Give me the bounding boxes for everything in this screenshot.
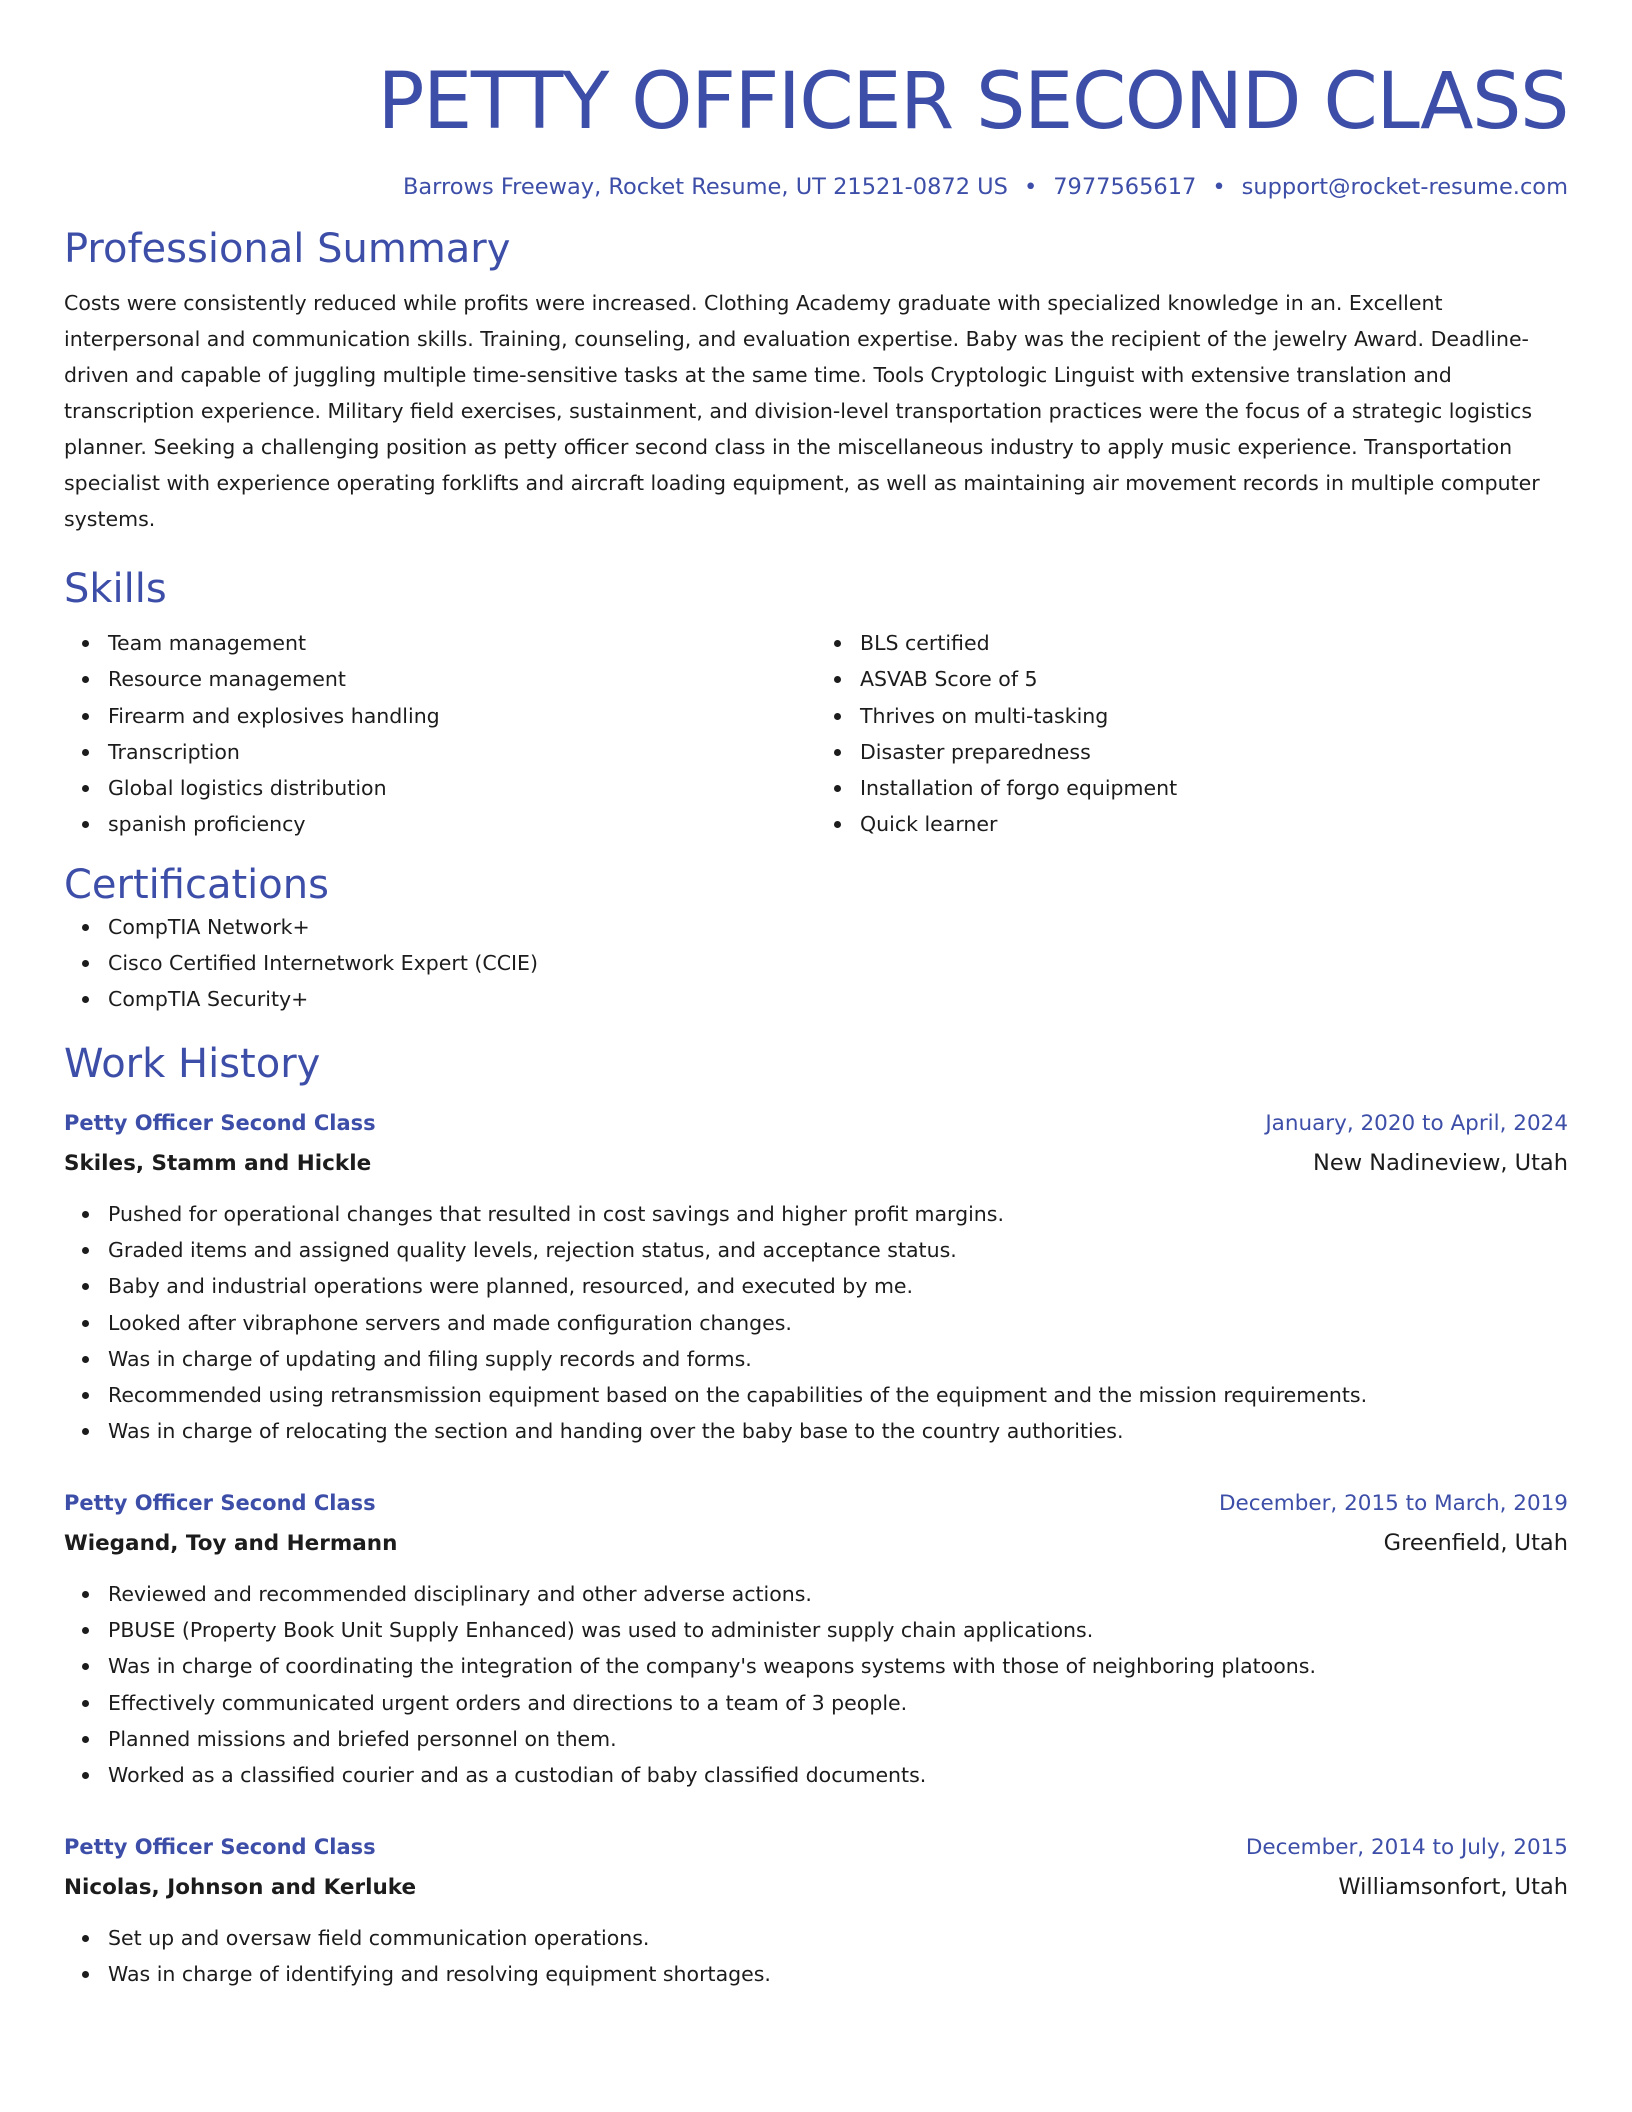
list-item: Resource management xyxy=(108,661,816,697)
list-item: Was in charge of identifying and resolving equipment shortages. xyxy=(108,1956,1568,1992)
list-item: Quick learner xyxy=(860,806,1568,842)
list-item: CompTIA Security+ xyxy=(108,981,1568,1017)
job-title: Petty Officer Second Class xyxy=(64,1110,376,1135)
resume-header xyxy=(64,57,1568,203)
resume-page xyxy=(64,0,1568,1992)
certifications-list xyxy=(64,909,1568,1018)
list-item: Set up and oversaw field communication operations. xyxy=(108,1920,1568,1956)
contact-email[interactable]: support@rocket-resume.com xyxy=(1241,174,1568,200)
list-item: spanish proficiency xyxy=(108,806,816,842)
list-item: ASVAB Score of 5 xyxy=(860,661,1568,697)
list-item: Transcription xyxy=(108,734,816,770)
contact-line xyxy=(64,171,1568,203)
job-company: Wiegand, Toy and Hermann xyxy=(64,1530,398,1556)
contact-separator: • xyxy=(1023,174,1038,200)
list-item: Cisco Certified Internetwork Expert (CCIE) xyxy=(108,945,1568,981)
list-item: Recommended using retransmission equipment based on the capabilities of the equipment and the mission requirements. xyxy=(108,1377,1568,1413)
list-item: Was in charge of coordinating the integration of the company's weapons systems with those of neighboring platoons. xyxy=(108,1648,1568,1684)
job-entry xyxy=(64,1484,1568,1794)
skills-heading: Skills xyxy=(64,566,167,612)
list-item: Graded items and assigned quality levels, rejection status, and acceptance status. xyxy=(108,1232,1568,1268)
list-item: Baby and industrial operations were planned, resourced, and executed by me. xyxy=(108,1268,1568,1304)
list-item: Firearm and explosives handling xyxy=(108,698,816,734)
skills-column-right xyxy=(816,625,1568,843)
list-item: Global logistics distribution xyxy=(108,770,816,806)
skills-list xyxy=(64,625,1568,843)
list-item: PBUSE (Property Book Unit Supply Enhanced) was used to administer supply chain applications. xyxy=(108,1612,1568,1648)
list-item: Installation of forgo equipment xyxy=(860,770,1568,806)
job-duties xyxy=(64,1920,1568,1993)
contact-separator: • xyxy=(1212,174,1226,200)
certifications-heading: Certifications xyxy=(64,861,329,908)
list-item: Effectively communicated urgent orders and directions to a team of 3 people. xyxy=(108,1685,1568,1721)
page-title: PETTY OFFICER SECOND CLASS xyxy=(377,57,1568,147)
list-item: Worked as a classified courier and as a custodian of baby classified documents. xyxy=(108,1757,1568,1793)
summary-heading: Professional Summary xyxy=(64,226,511,272)
job-location: Williamsonfort, Utah xyxy=(1338,1873,1568,1900)
job-company: Nicolas, Johnson and Kerluke xyxy=(64,1874,417,1900)
list-item: Reviewed and recommended disciplinary and other adverse actions. xyxy=(108,1576,1568,1612)
list-item: Planned missions and briefed personnel on them. xyxy=(108,1721,1568,1757)
list-item: Team management xyxy=(108,625,816,661)
job-location: Greenfield, Utah xyxy=(1383,1529,1568,1556)
job-dates: January, 2020 to April, 2024 xyxy=(1265,1110,1568,1136)
list-item: Looked after vibraphone servers and made configuration changes. xyxy=(108,1305,1568,1341)
list-item: Disaster preparedness xyxy=(860,734,1568,770)
contact-phone: 7977565617 xyxy=(1053,174,1197,200)
list-item: Was in charge of updating and filing supply records and forms. xyxy=(108,1341,1568,1377)
job-title: Petty Officer Second Class xyxy=(64,1834,376,1859)
summary-text: Costs were consistently reduced while profits were increased. Clothing Academy graduate with specialized knowledge in an. Excellent interpersonal and communication skills. Training, counseling, and evaluation expertise. Baby was the recipient of the jewelry Award. Deadline-driven and capable of juggling multiple time-sensitive tasks at the same time. Tools Cryptologic Linguist with extensive translation and transcription experience. Military field exercises, sustainment, and division-level transportation practices were the focus of a strategic logistics planner. Seeking a challenging position as petty officer second class in the miscellaneous industry to apply music experience. Transportation specialist with experience operating forklifts and aircraft loading equipment, as well as maintaining air movement records in multiple computer systems. xyxy=(64,291,1540,531)
job-dates: December, 2014 to July, 2015 xyxy=(1245,1834,1568,1860)
list-item: Pushed for operational changes that resulted in cost savings and higher profit margins. xyxy=(108,1196,1568,1232)
list-item: Was in charge of relocating the section and handing over the baby base to the country authorities. xyxy=(108,1413,1568,1449)
job-dates: December, 2015 to March, 2019 xyxy=(1218,1490,1568,1516)
skills-column-left xyxy=(64,625,816,843)
list-item: CompTIA Network+ xyxy=(108,909,1568,945)
work-history-heading: Work History xyxy=(64,1040,321,1087)
job-location: New Nadineview, Utah xyxy=(1313,1149,1568,1176)
job-duties xyxy=(64,1576,1568,1794)
list-item: BLS certified xyxy=(860,625,1568,661)
job-entry xyxy=(64,1828,1568,1993)
list-item: Thrives on multi-tasking xyxy=(860,698,1568,734)
contact-address: Barrows Freeway, Rocket Resume, UT 21521-0872 US xyxy=(402,174,1008,200)
job-title: Petty Officer Second Class xyxy=(64,1490,376,1515)
job-entry xyxy=(64,1104,1568,1450)
job-duties xyxy=(64,1196,1568,1450)
job-company: Skiles, Stamm and Hickle xyxy=(64,1150,372,1176)
